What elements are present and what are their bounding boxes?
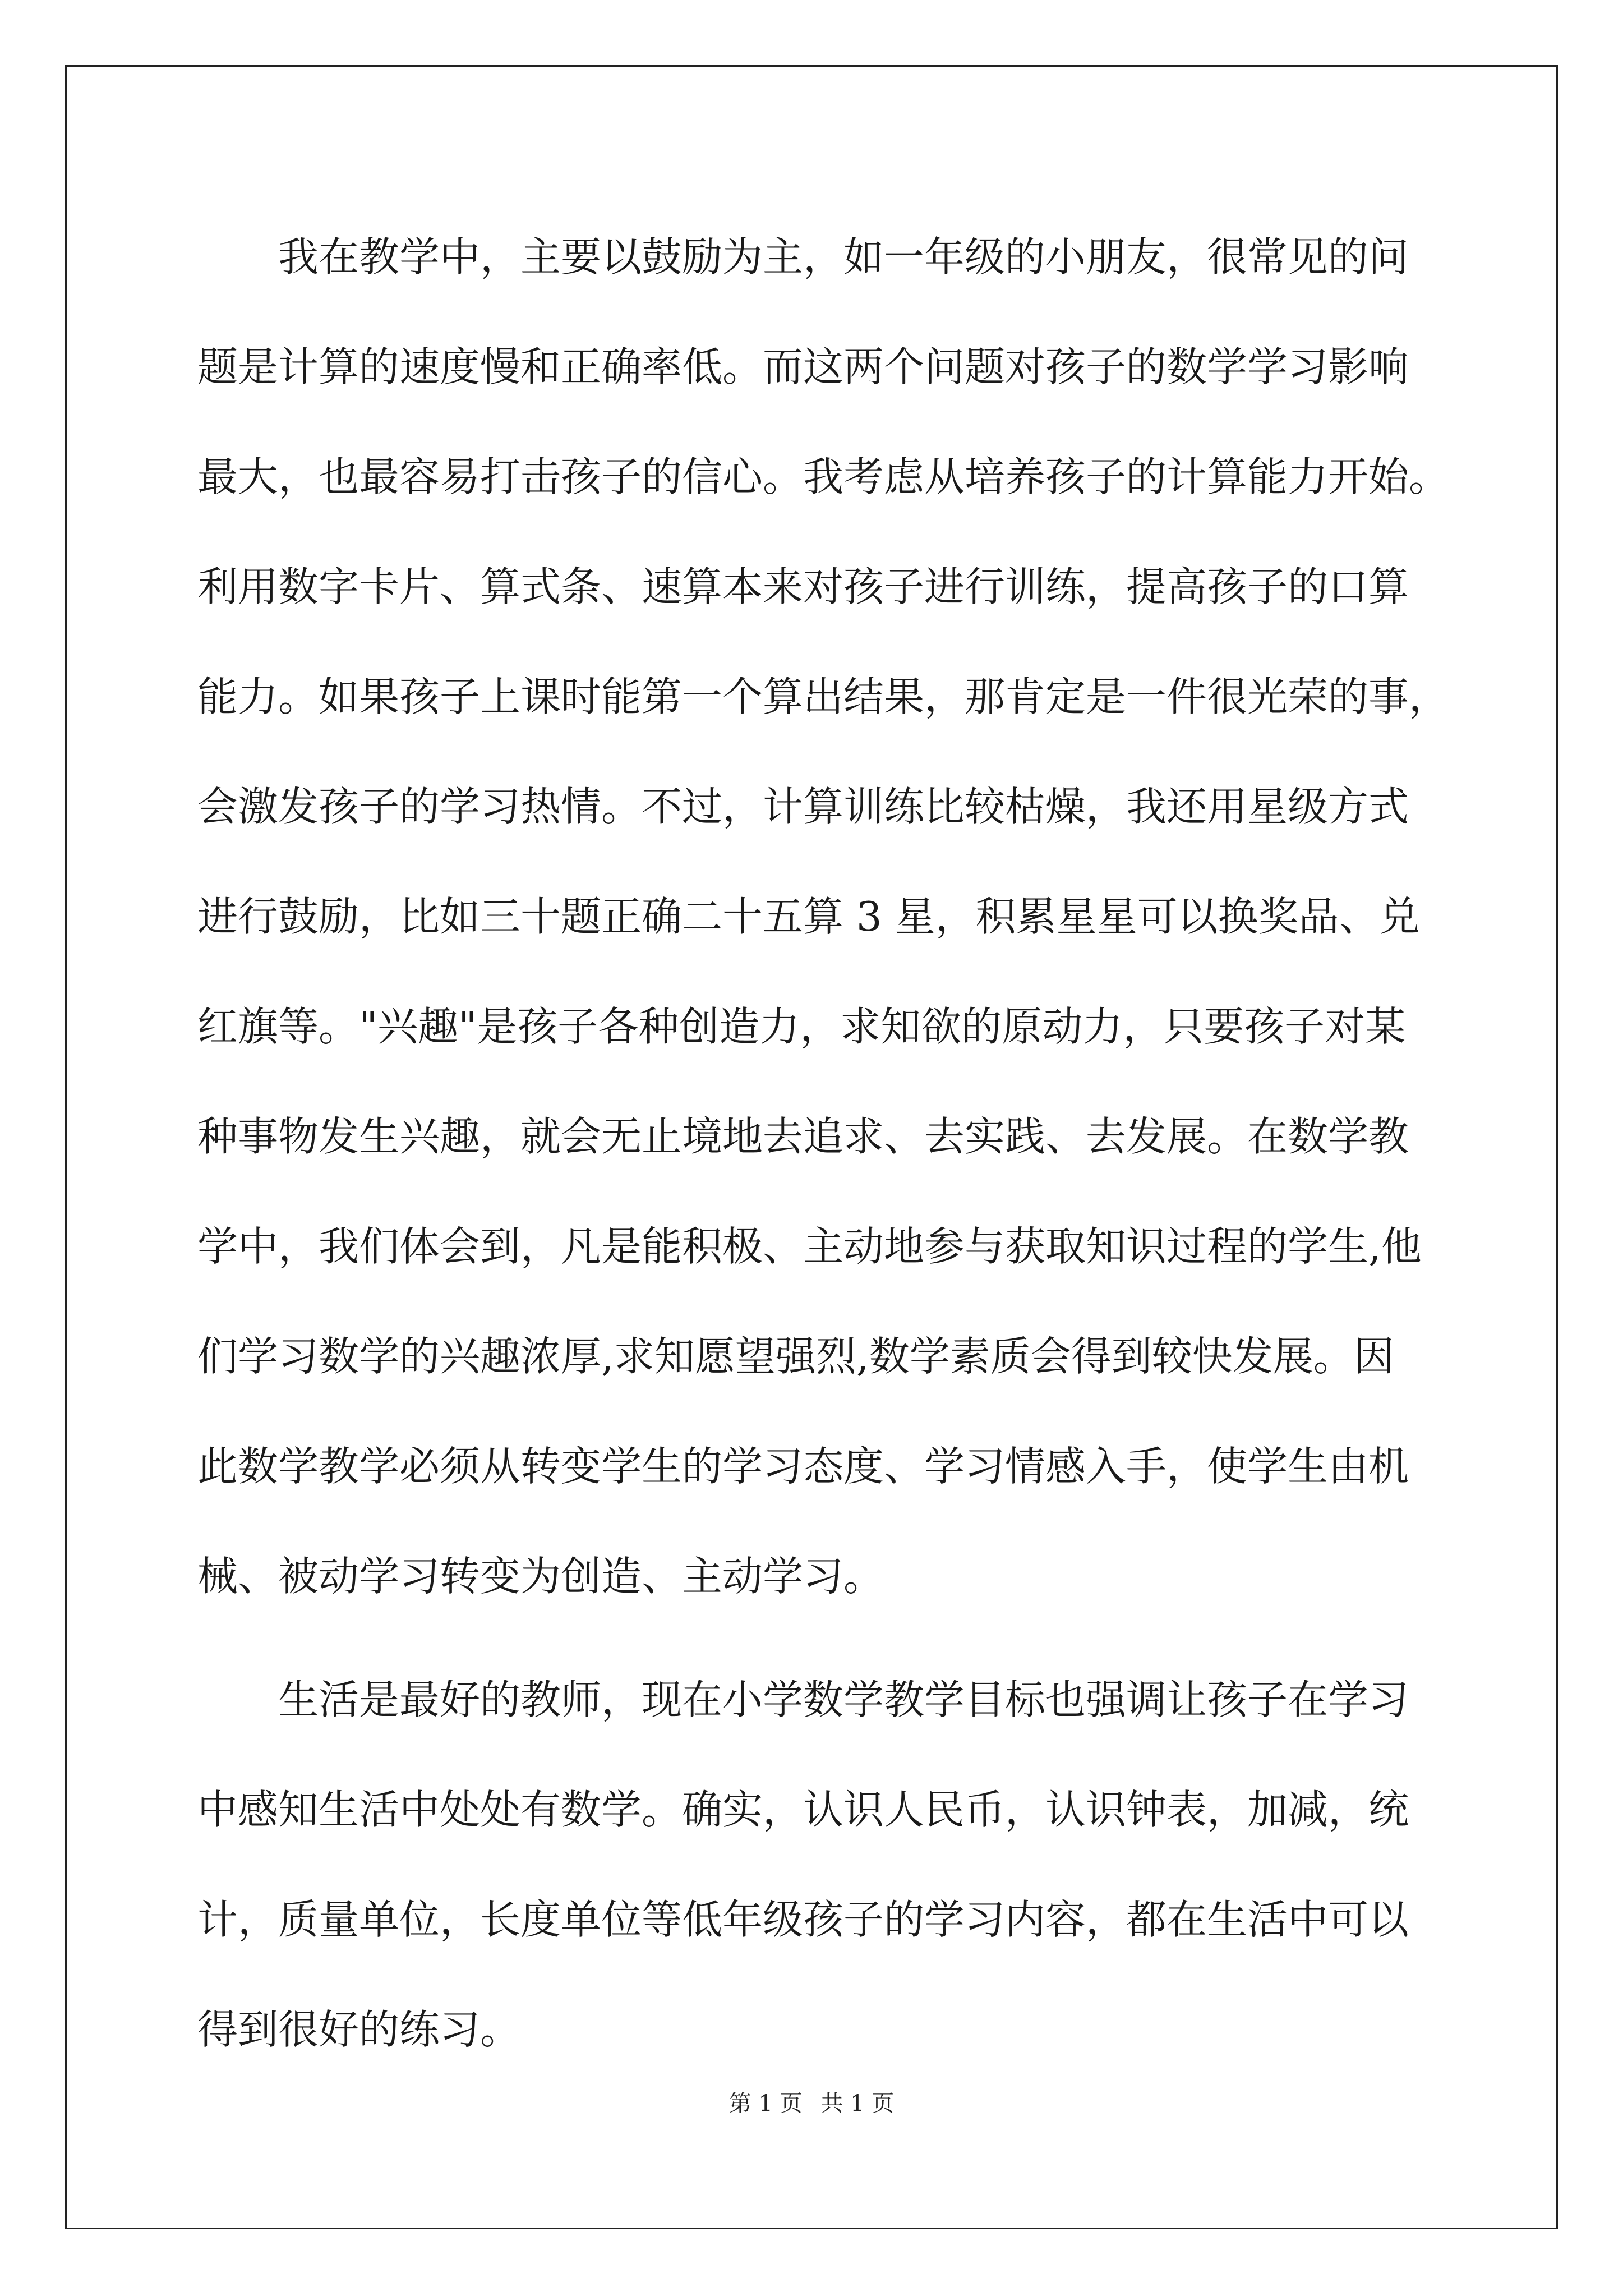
paragraph-1-line-11: 们学习数学的兴趣浓厚,求知愿望强烈,数学素质会得到较快发展。因 bbox=[197, 1333, 1394, 1380]
document-body bbox=[197, 202, 1450, 2085]
paragraph-1-line-8: 红旗等。"兴趣"是孩子各种创造力，求知欲的原动力，只要孩子对某 bbox=[197, 1003, 1406, 1050]
page-number: 第 1 页 bbox=[728, 2091, 803, 2116]
paragraph-2-line-4: 得到很好的练习。 bbox=[197, 2006, 521, 2053]
paragraph-gap bbox=[197, 1631, 1426, 1645]
paragraph-1-line-12: 此数学教学必须从转变学生的学习态度、学习情感入手，使学生由机 bbox=[197, 1443, 1409, 1490]
paragraph-1-line-5: 能力。如果孩子上课时能第一个算出结果，那肯定是一件很光荣的事， bbox=[197, 673, 1450, 720]
paragraph-1-line-2: 题是计算的速度慢和正确率低。而这两个问题对孩子的数学学习影响 bbox=[197, 343, 1409, 390]
page-total: 共 1 页 bbox=[820, 2091, 895, 2116]
page-footer bbox=[0, 2087, 1623, 2120]
paragraph-1-line-9: 种事物发生兴趣，就会无止境地去追求、去实践、去发展。在数学教 bbox=[197, 1113, 1409, 1160]
paragraph-1-line-1: 我在教学中，主要以鼓励为主，如一年级的小朋友，很常见的问 bbox=[197, 233, 1409, 280]
paragraph-2-line-1: 生活是最好的教师，现在小学数学教学目标也强调让孩子在学习 bbox=[197, 1676, 1409, 1723]
paragraph-2-line-2: 中感知生活中处处有数学。确实，认识人民币，认识钟表，加减，统 bbox=[197, 1786, 1409, 1833]
paragraph-1-line-3: 最大，也最容易打击孩子的信心。我考虑从培养孩子的计算能力开始。 bbox=[197, 453, 1450, 500]
paragraph-1-line-7: 进行鼓励，比如三十题正确二十五算 3 星，积累星星可以换奖品、兑 bbox=[197, 893, 1420, 940]
paragraph-1-line-10: 学中，我们体会到，凡是能积极、主动地参与获取知识过程的学生,他 bbox=[197, 1223, 1422, 1270]
paragraph-1-line-4: 利用数字卡片、算式条、速算本来对孩子进行训练，提高孩子的口算 bbox=[197, 563, 1409, 610]
paragraph-1-line-13: 械、被动学习转变为创造、主动学习。 bbox=[197, 1553, 884, 1600]
paragraph-1-line-6: 会激发孩子的学习热情。不过，计算训练比较枯燥，我还用星级方式 bbox=[197, 783, 1409, 830]
paragraph-2-line-3: 计，质量单位，长度单位等低年级孩子的学习内容，都在生活中可以 bbox=[197, 1896, 1409, 1943]
